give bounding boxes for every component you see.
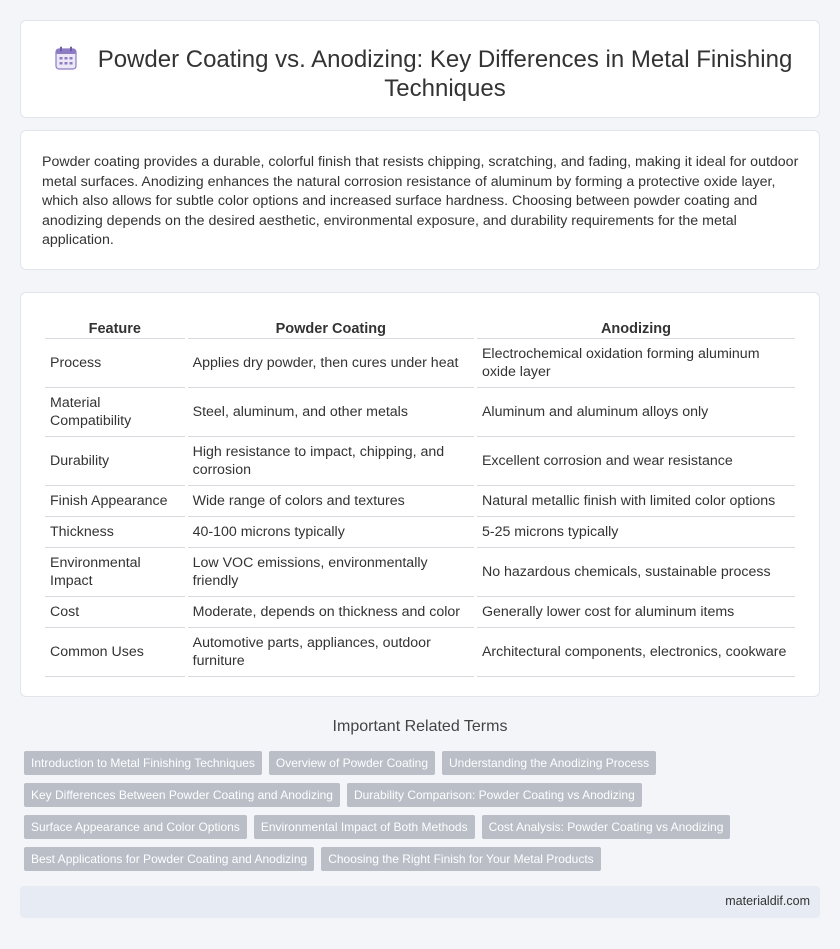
feature-cell: Cost xyxy=(45,597,185,628)
comparison-table-card xyxy=(20,292,820,697)
footer xyxy=(20,886,820,918)
related-tag[interactable]: Best Applications for Powder Coating and Anodizing xyxy=(24,847,314,871)
related-tag[interactable]: Surface Appearance and Color Options xyxy=(24,815,247,839)
table-row xyxy=(45,437,795,486)
anodizing-cell: Electrochemical oxidation forming aluminum oxide layer xyxy=(477,339,795,388)
table-header-row xyxy=(45,315,795,339)
anodizing-cell: Generally lower cost for aluminum items xyxy=(477,597,795,628)
powder-coating-cell: Applies dry powder, then cures under heat xyxy=(188,339,474,388)
table-row xyxy=(45,486,795,517)
related-tag[interactable]: Cost Analysis: Powder Coating vs Anodizing xyxy=(482,815,731,839)
related-tag[interactable]: Key Differences Between Powder Coating and Anodizing xyxy=(24,783,340,807)
table-row xyxy=(45,628,795,677)
powder-coating-cell: Automotive parts, appliances, outdoor furniture xyxy=(188,628,474,677)
header-powder-coating: Powder Coating xyxy=(188,315,474,339)
feature-cell: Thickness xyxy=(45,517,185,548)
intro-paragraph: Powder coating provides a durable, colorful finish that resists chipping, scratching, and fading, making it ideal for outdoor metal surfaces. Anodizing enhances the natural corrosion resistance of aluminum by forming a protective oxide layer, which also allows for subtle color options and increased surface hardness. Choosing between powder coating and anodizing depends on the desired aesthetic, environmental exposure, and durability requirements for the metal application. xyxy=(42,154,799,248)
powder-coating-cell: Wide range of colors and textures xyxy=(188,486,474,517)
header-card xyxy=(20,20,820,118)
related-tag[interactable]: Environmental Impact of Both Methods xyxy=(254,815,475,839)
anodizing-cell: Natural metallic finish with limited color options xyxy=(477,486,795,517)
feature-cell: Finish Appearance xyxy=(45,486,185,517)
header-anodizing: Anodizing xyxy=(477,315,795,339)
powder-coating-cell: Low VOC emissions, environmentally friendly xyxy=(188,548,474,597)
anodizing-cell: 5-25 microns typically xyxy=(477,517,795,548)
powder-coating-cell: 40-100 microns typically xyxy=(188,517,474,548)
feature-cell: Material Compatibility xyxy=(45,388,185,437)
footer-site-link[interactable]: materialdif.com xyxy=(725,894,810,908)
feature-cell: Process xyxy=(45,339,185,388)
related-terms-title: Important Related Terms xyxy=(332,718,508,735)
table-row xyxy=(45,388,795,437)
table-row xyxy=(45,548,795,597)
page-title: Powder Coating vs. Anodizing: Key Differences in Metal Finishing Techniques xyxy=(97,46,793,102)
anodizing-cell: Excellent corrosion and wear resistance xyxy=(477,437,795,486)
anodizing-cell: Aluminum and aluminum alloys only xyxy=(477,388,795,437)
table-row xyxy=(45,597,795,628)
feature-cell: Common Uses xyxy=(45,628,185,677)
intro-card xyxy=(20,130,820,270)
header-feature: Feature xyxy=(45,315,185,339)
table-row xyxy=(45,517,795,548)
comparison-table xyxy=(42,315,798,677)
related-tag[interactable]: Introduction to Metal Finishing Techniques xyxy=(24,751,262,775)
feature-cell: Durability xyxy=(45,437,185,486)
related-tag[interactable]: Durability Comparison: Powder Coating vs Anodizing xyxy=(347,783,642,807)
related-tag[interactable]: Choosing the Right Finish for Your Metal Products xyxy=(321,847,600,871)
related-tag[interactable]: Understanding the Anodizing Process xyxy=(442,751,656,775)
anodizing-cell: Architectural components, electronics, cookware xyxy=(477,628,795,677)
table-row xyxy=(45,339,795,388)
powder-coating-cell: Moderate, depends on thickness and color xyxy=(188,597,474,628)
anodizing-cell: No hazardous chemicals, sustainable process xyxy=(477,548,795,597)
powder-coating-cell: Steel, aluminum, and other metals xyxy=(188,388,474,437)
powder-coating-cell: High resistance to impact, chipping, and corrosion xyxy=(188,437,474,486)
feature-cell: Environmental Impact xyxy=(45,548,185,597)
related-tag[interactable]: Overview of Powder Coating xyxy=(269,751,435,775)
related-terms-tags xyxy=(24,751,824,879)
